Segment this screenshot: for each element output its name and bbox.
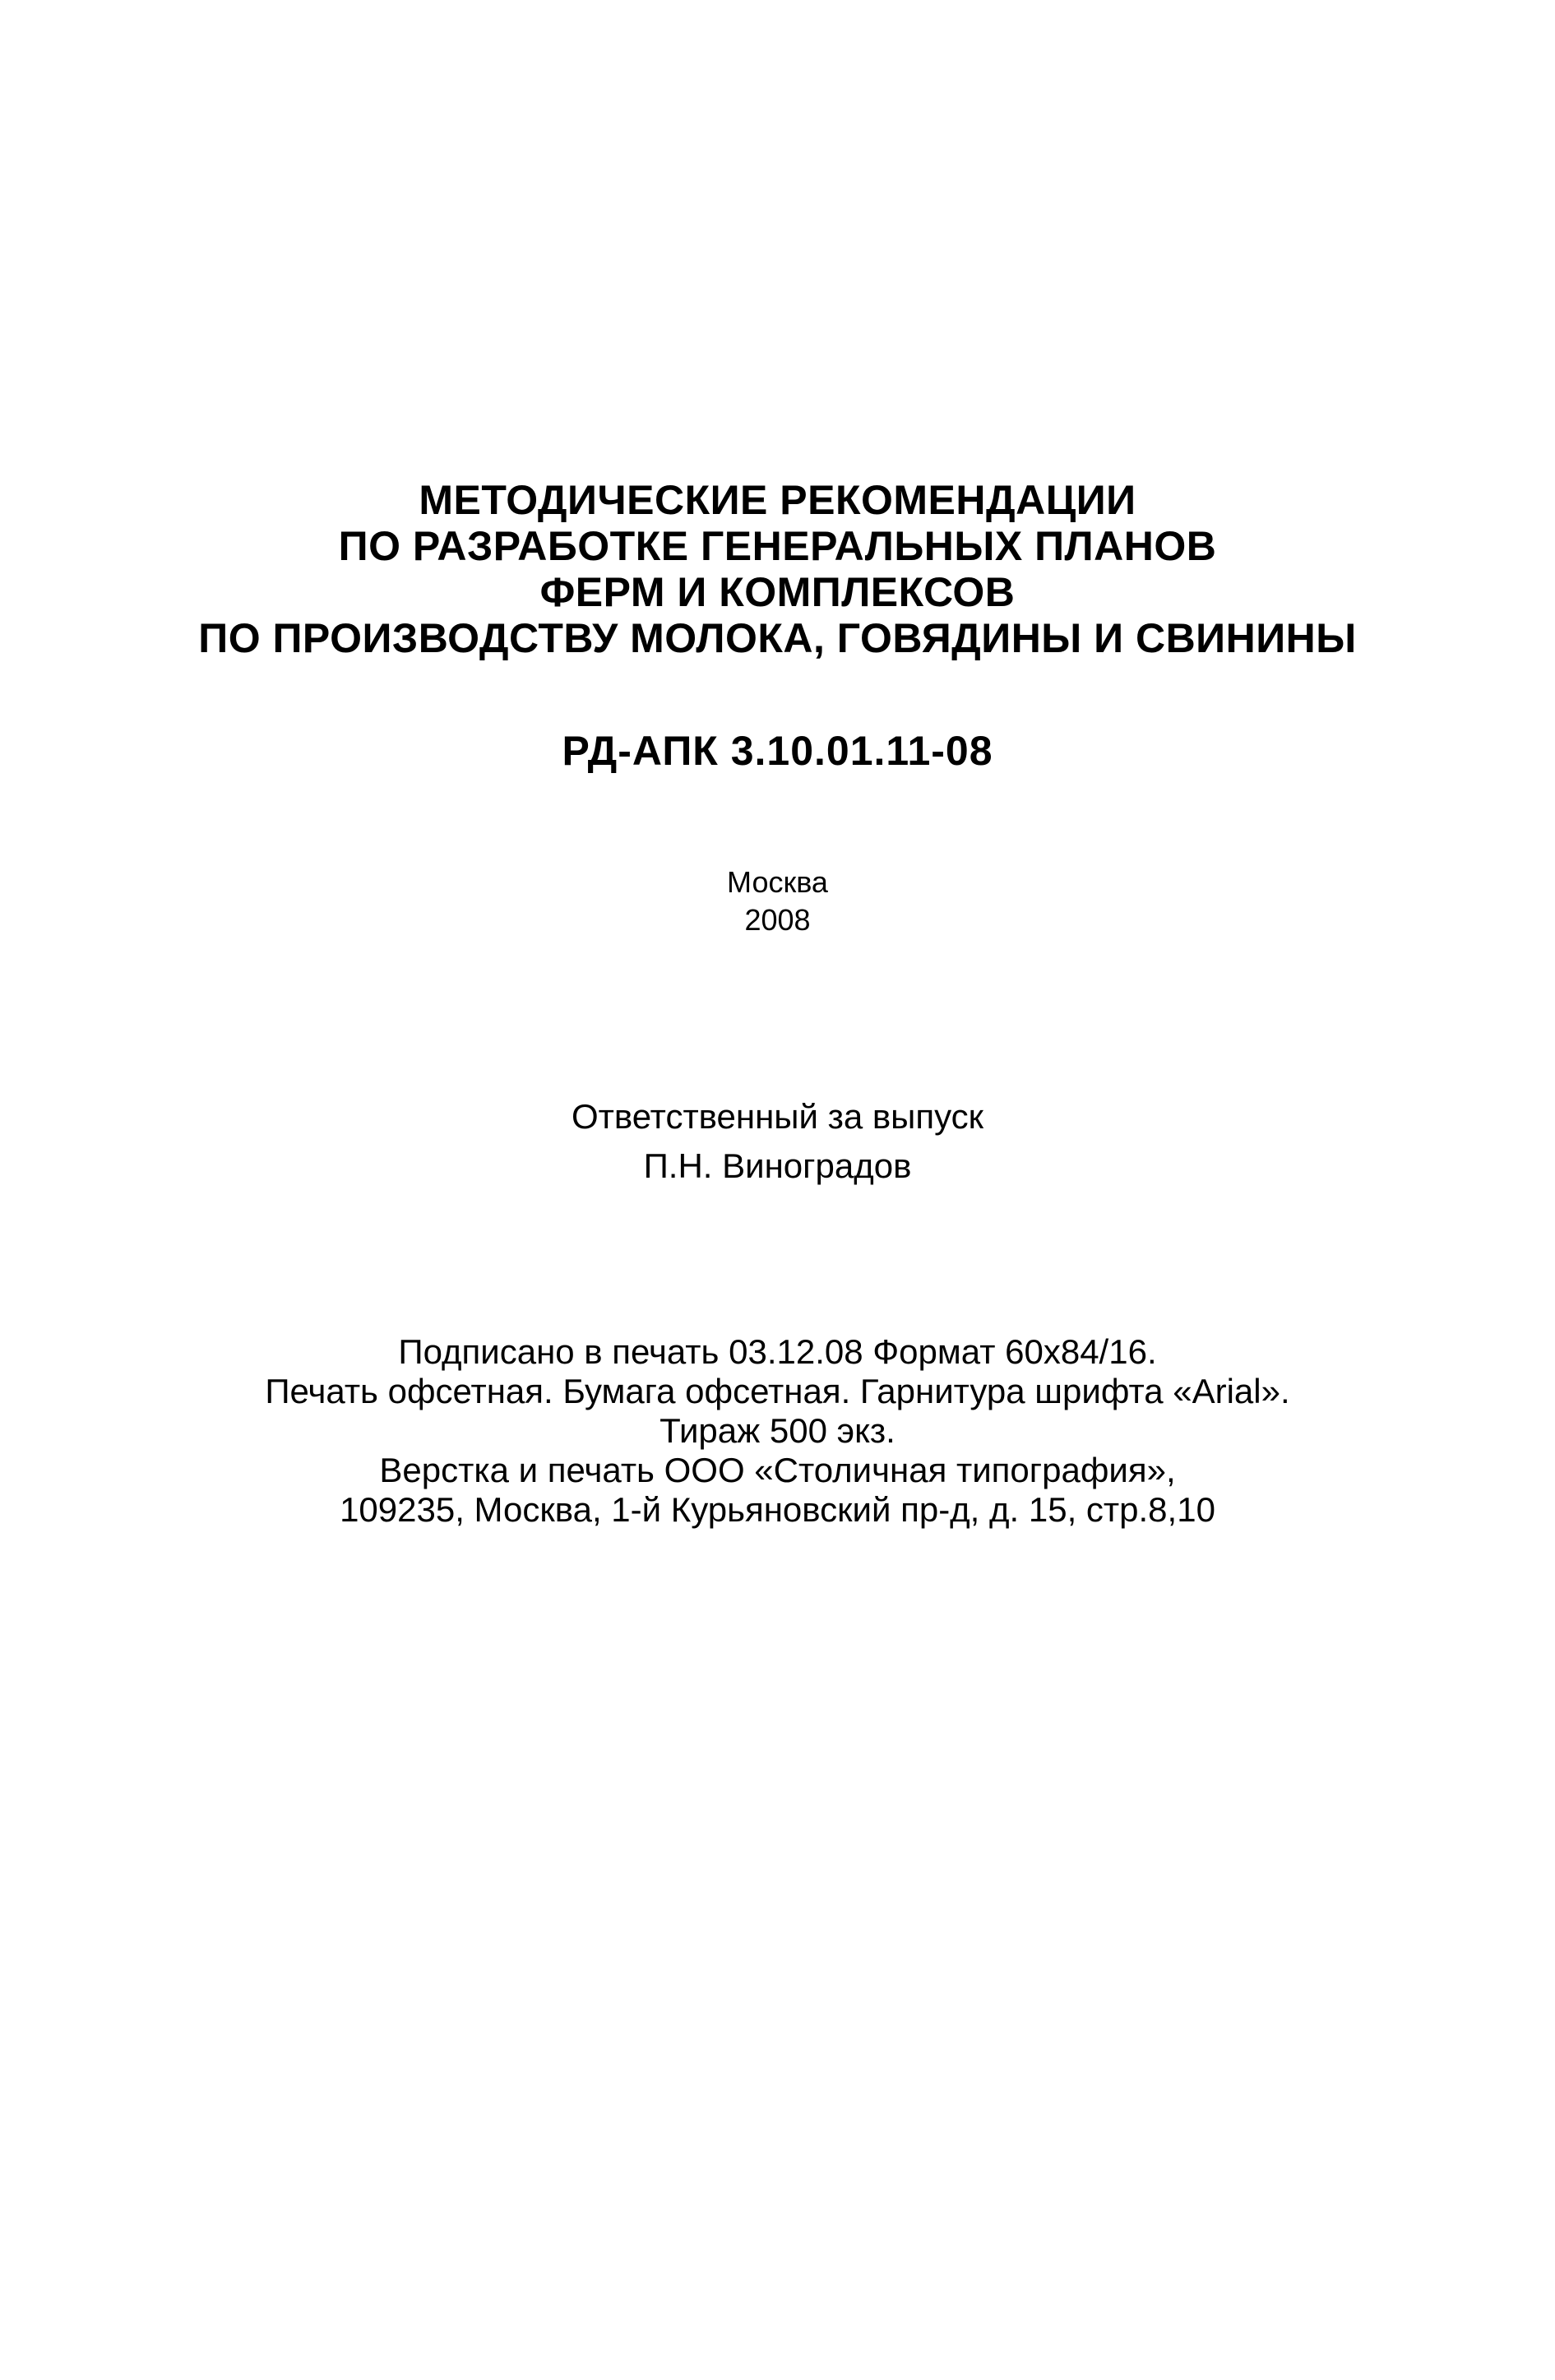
responsible-name: П.Н. Виноградов: [643, 1146, 912, 1185]
imprint-info: [0, 1332, 1555, 1530]
publication-city: Москва: [727, 865, 828, 899]
document-title: [0, 477, 1555, 661]
publication-info: [0, 864, 1555, 939]
document-code-block: [0, 728, 1555, 774]
document-code: РД-АПК 3.10.01.11-08: [562, 728, 993, 774]
imprint-line-5: 109235, Москва, 1-й Курьяновский пр-д, д. 15, стр.8,10: [340, 1490, 1215, 1529]
imprint-line-1: Подписано в печать 03.12.08 Формат 60x84/16.: [398, 1332, 1157, 1371]
imprint-line-3: Тираж 500 экз.: [659, 1411, 896, 1450]
responsible-label: Ответственный за выпуск: [571, 1097, 984, 1136]
imprint-line-2: Печать офсетная. Бумага офсетная. Гарнитура шрифта «Arial».: [265, 1372, 1290, 1410]
imprint-line-4: Верстка и печать ООО «Столичная типография»,: [379, 1451, 1176, 1489]
title-line-1: МЕТОДИЧЕСКИЕ РЕКОМЕНДАЦИИ: [419, 477, 1136, 523]
publication-year: 2008: [744, 903, 811, 937]
title-line-3: ФЕРМ И КОМПЛЕКСОВ: [539, 569, 1016, 615]
title-line-2: ПО РАЗРАБОТКЕ ГЕНЕРАЛЬНЫХ ПЛАНОВ: [338, 523, 1217, 569]
responsible-info: [0, 1092, 1555, 1191]
title-line-4: ПО ПРОИЗВОДСТВУ МОЛОКА, ГОВЯДИНЫ И СВИНИНЫ: [198, 615, 1357, 661]
